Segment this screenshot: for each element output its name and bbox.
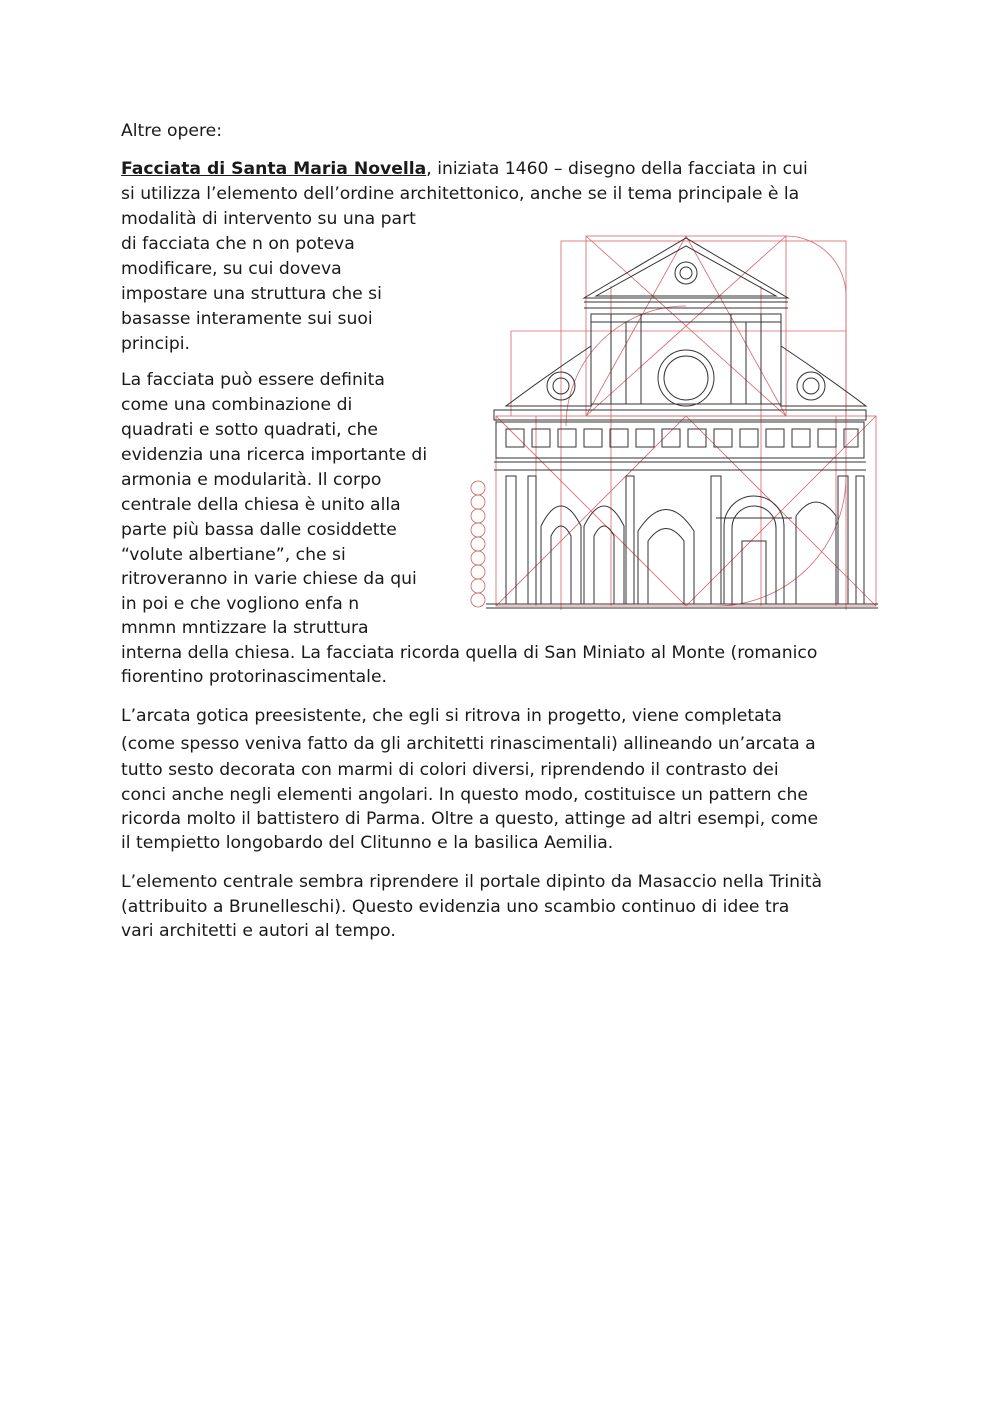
para4-line-3: vari architetti e autori al tempo. [121,921,396,941]
facade-elevation-drawing-icon [466,226,878,610]
para1-line-7: basasse interamente sui suoi [121,309,373,329]
para2-line-13: fiorentino protorinascimentale. [121,667,387,687]
para1-line-8: principi. [121,334,191,354]
attic-squares [506,429,858,447]
facade-drawing-image [466,226,878,610]
construction-lines [496,236,876,610]
para3-line-6: il tempietto longobardo del Clitunno e la basilica Aemilia. [121,833,614,853]
para4-line-2: (attribuito a Brunelleschi). Questo evidenzia uno scambio continuo di idee tra [121,897,790,917]
para2-line-3: quadrati e sotto quadrati, che [121,420,378,440]
para2-line-10: in poi e che vogliono enfa n [121,594,360,614]
para1-line-1-text: , iniziata 1460 – disegno della facciata in cui [426,159,808,179]
left-circle-column [471,481,485,607]
para2-line-6: centrale della chiesa è unito alla [121,495,401,515]
para1-line-5: modificare, su cui doveva [121,259,342,279]
para2-line-4: evidenzia una ricerca importante di [121,445,428,465]
facade-architecture [486,238,878,608]
para2-line-1: La facciata può essere definita [121,370,385,390]
para3-line-2: (come spesso veniva fatto da gli architetti rinascimentali) allineando un’arcata a [121,734,816,754]
para1-line-2: si utilizza l’elemento dell’ordine architettonico, anche se il tema principale è la [121,184,800,204]
para1-line-3: modalità di intervento su una part [121,209,416,229]
facade-title-link[interactable]: Facciata di Santa Maria Novella [121,159,427,179]
para1-line-4: di facciata che n on poteva [121,234,355,254]
para1-line-6: impostare una struttura che si [121,284,382,304]
para3-line-4: conci anche negli elementi angolari. In questo modo, costituisce un pattern che [121,785,808,805]
para3-line-5: ricorda molto il battistero di Parma. Oltre a questo, attinge ad altri esempi, come [121,809,819,829]
para2-line-12: interna della chiesa. La facciata ricorda quella di San Miniato al Monte (romanico [121,643,818,663]
para4-line-1: L’elemento centrale sembra riprendere il portale dipinto da Masaccio nella Trinità [121,872,823,892]
para2-line-5: armonia e modularità. Il corpo [121,470,382,490]
para2-line-7: parte più bassa dalle cosiddette [121,520,397,540]
para2-line-2: come una combinazione di [121,395,353,415]
heading: Altre opere: [121,121,223,141]
para2-line-8: “volute albertiane”, che si [121,545,346,565]
para1-line-1 [121,157,808,182]
para2-line-11: mnmn mntizzare la struttura [121,618,369,638]
para3-line-3: tutto sesto decorata con marmi di colori diversi, riprendendo il contrasto dei [121,760,779,780]
para3-line-1: L’arcata gotica preesistente, che egli si ritrova in progetto, viene completata [121,706,782,726]
para2-line-9: ritroveranno in varie chiese da qui [121,569,417,589]
